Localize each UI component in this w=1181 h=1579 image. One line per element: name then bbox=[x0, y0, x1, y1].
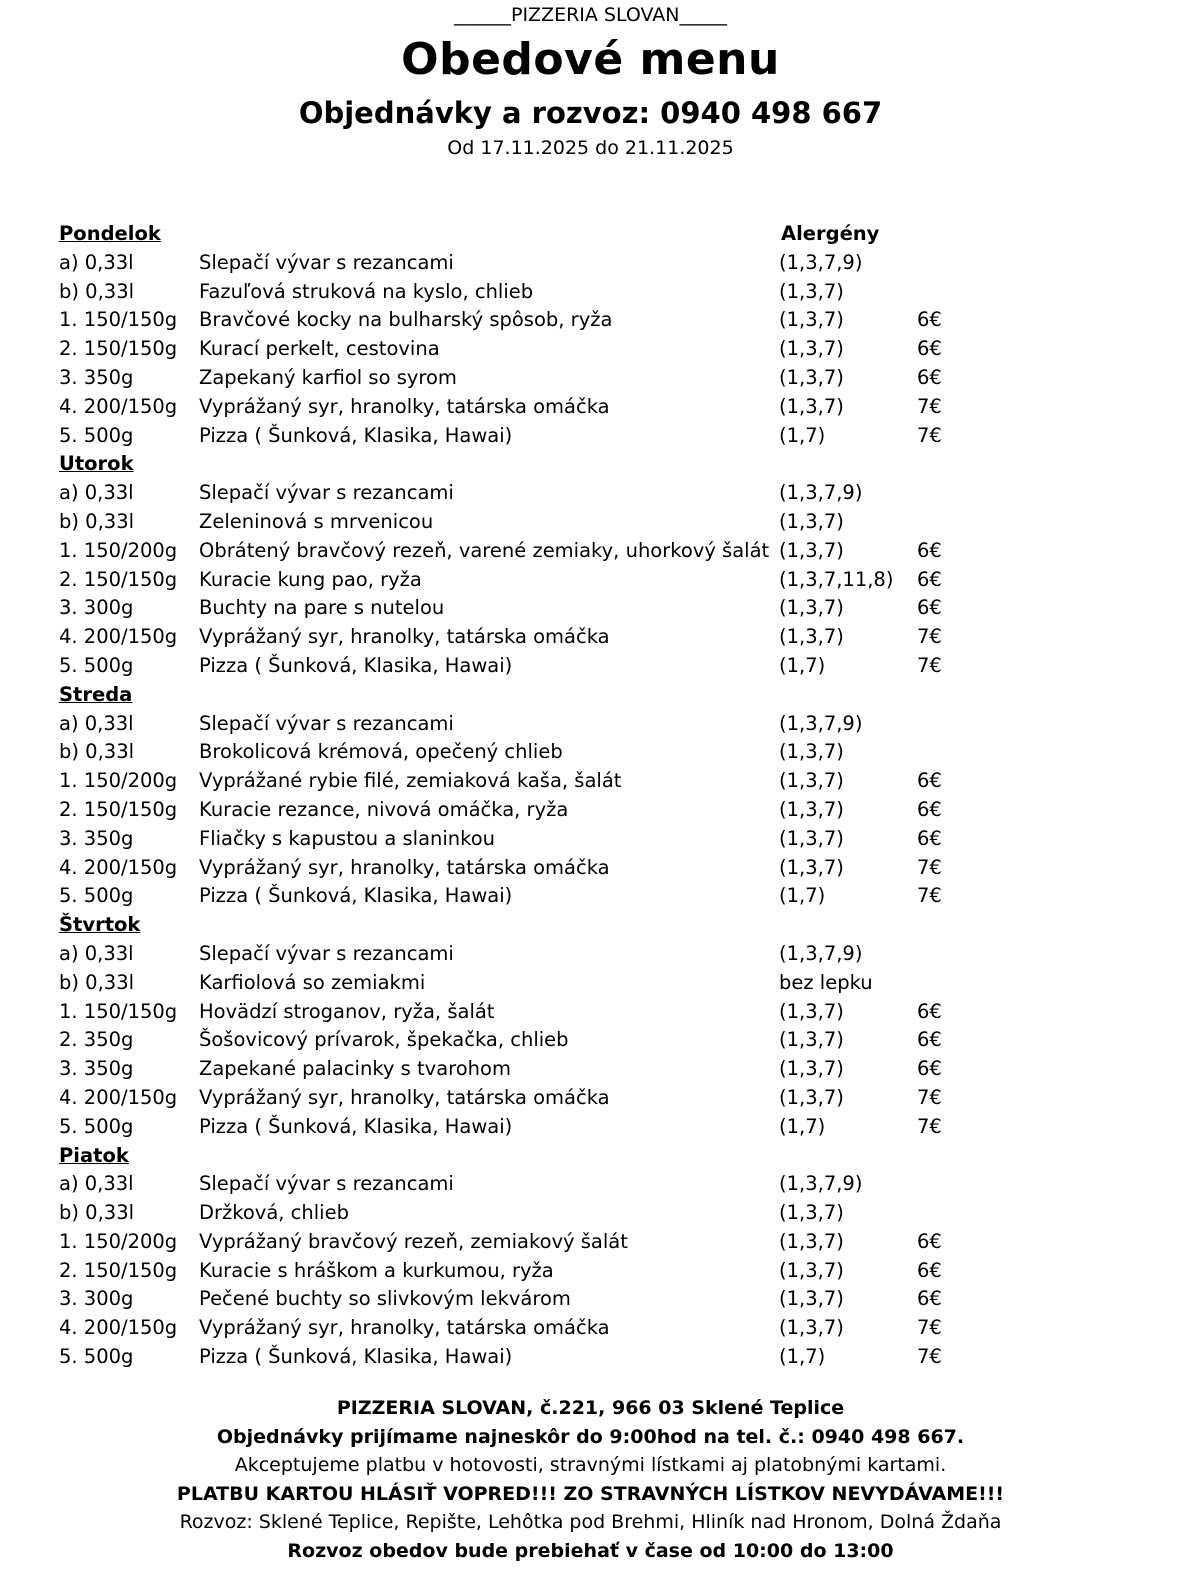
item-allergens: (1,3,7) bbox=[779, 1229, 844, 1253]
footer-payment: Akceptujeme platbu v hotovosti, stravnými lístkami aj platobnými kartami. bbox=[234, 1454, 947, 1476]
item-name: Pizza ( Šunková, Klasika, Hawai) bbox=[199, 1114, 513, 1138]
item-allergens: (1,3,7) bbox=[779, 1316, 844, 1340]
item-name: Pizza ( Šunková, Klasika, Hawai) bbox=[199, 1345, 513, 1369]
item-name: Kuracie rezance, nivová omáčka, ryža bbox=[199, 797, 569, 821]
weekly-menu bbox=[59, 220, 1139, 1372]
item-portion: a) 0,33l bbox=[59, 711, 134, 735]
item-portion: a) 0,33l bbox=[59, 941, 134, 965]
item-allergens: (1,3,7,11,8) bbox=[779, 567, 894, 591]
item-price: 6€ bbox=[917, 769, 942, 793]
item-name: Slepačí vývar s rezancami bbox=[199, 1172, 454, 1196]
menu-item bbox=[59, 1170, 1139, 1199]
item-allergens: (1,7) bbox=[779, 1345, 826, 1369]
item-name: Zapekané palacinky s tvarohom bbox=[199, 1057, 511, 1081]
menu-item bbox=[59, 1343, 1139, 1372]
item-portion: 5. 500g bbox=[59, 653, 134, 677]
item-portion: 2. 150/150g bbox=[59, 797, 178, 821]
item-price: 6€ bbox=[917, 308, 942, 332]
item-price: 7€ bbox=[917, 1085, 942, 1109]
day-name: Pondelok bbox=[59, 222, 161, 245]
allergens-column-header: Alergény bbox=[781, 222, 880, 245]
day-heading bbox=[59, 911, 1139, 940]
menu-footer bbox=[0, 1394, 1181, 1565]
item-price: 7€ bbox=[917, 855, 942, 879]
item-allergens: (1,3,7) bbox=[779, 855, 844, 879]
brand-line: ______PIZZERIA SLOVAN_____ bbox=[453, 4, 728, 26]
item-name: Slepačí vývar s rezancami bbox=[199, 941, 454, 965]
item-allergens: (1,3,7,9) bbox=[779, 1172, 863, 1196]
item-name: Vyprážané rybie filé, zemiaková kaša, šalát bbox=[199, 769, 622, 793]
item-allergens: (1,3,7) bbox=[779, 1085, 844, 1109]
menu-item bbox=[59, 537, 1139, 566]
day-name: Piatok bbox=[59, 1143, 129, 1167]
item-name: Slepačí vývar s rezancami bbox=[199, 481, 454, 505]
item-price: 6€ bbox=[917, 1229, 942, 1253]
item-portion: 4. 200/150g bbox=[59, 1316, 178, 1340]
item-portion: 1. 150/150g bbox=[59, 308, 178, 332]
item-name: Vyprážaný syr, hranolky, tatárska omáčka bbox=[199, 625, 610, 649]
item-portion: 3. 350g bbox=[59, 365, 134, 389]
item-name: Kurací perkelt, cestovina bbox=[199, 337, 440, 361]
day-heading bbox=[59, 220, 1139, 249]
item-name: Obrátený bravčový rezeň, varené zemiaky, uhorkový šalát bbox=[199, 538, 770, 562]
menu-item bbox=[59, 422, 1139, 451]
order-phone: Objednávky a rozvoz: 0940 498 667 bbox=[298, 96, 883, 130]
menu-item bbox=[59, 998, 1139, 1027]
menu-item bbox=[59, 479, 1139, 508]
item-allergens: (1,3,7) bbox=[779, 740, 844, 764]
item-price: 6€ bbox=[917, 826, 942, 850]
item-price: 6€ bbox=[917, 365, 942, 389]
menu-item bbox=[59, 1257, 1139, 1286]
item-price: 6€ bbox=[917, 1287, 942, 1311]
item-portion: b) 0,33l bbox=[59, 509, 135, 533]
item-allergens: (1,3,7) bbox=[779, 826, 844, 850]
item-name: Kuracie kung pao, ryža bbox=[199, 567, 422, 591]
item-portion: 2. 150/150g bbox=[59, 1258, 178, 1282]
item-portion: 3. 350g bbox=[59, 1057, 134, 1081]
item-price: 7€ bbox=[917, 1114, 942, 1138]
menu-item bbox=[59, 1199, 1139, 1228]
menu-item bbox=[59, 566, 1139, 595]
item-allergens: bez lepku bbox=[779, 970, 873, 994]
day-heading bbox=[59, 1142, 1139, 1171]
item-allergens: (1,3,7) bbox=[779, 1201, 844, 1225]
item-price: 6€ bbox=[917, 538, 942, 562]
menu-item bbox=[59, 249, 1139, 278]
day-heading bbox=[59, 681, 1139, 710]
item-portion: a) 0,33l bbox=[59, 481, 134, 505]
menu-item bbox=[59, 767, 1139, 796]
item-name: Vyprážaný bravčový rezeň, zemiakový šalát bbox=[199, 1229, 628, 1253]
item-name: Slepačí vývar s rezancami bbox=[199, 711, 454, 735]
item-name: Vyprážaný syr, hranolky, tatárska omáčka bbox=[199, 394, 610, 418]
item-portion: b) 0,33l bbox=[59, 279, 135, 303]
item-price: 7€ bbox=[917, 394, 942, 418]
item-allergens: (1,7) bbox=[779, 423, 826, 447]
item-name: Buchty na pare s nutelou bbox=[199, 596, 445, 620]
item-allergens: (1,7) bbox=[779, 653, 826, 677]
footer-card-notice: PLATBU KARTOU HLÁSIŤ VOPRED!!! ZO STRAVNÝCH LÍSTKOV NEVYDÁVAME!!! bbox=[176, 1482, 1005, 1505]
item-allergens: (1,3,7) bbox=[779, 797, 844, 821]
date-range: Od 17.11.2025 do 21.11.2025 bbox=[447, 137, 734, 159]
item-portion: 3. 300g bbox=[59, 596, 134, 620]
menu-item bbox=[59, 1026, 1139, 1055]
item-allergens: (1,3,7,9) bbox=[779, 481, 863, 505]
menu-item bbox=[59, 1228, 1139, 1257]
item-portion: b) 0,33l bbox=[59, 1201, 135, 1225]
item-name: Kuracie s hráškom a kurkumou, ryža bbox=[199, 1258, 554, 1282]
item-price: 7€ bbox=[917, 625, 942, 649]
day-name: Streda bbox=[59, 682, 133, 706]
item-name: Zeleninová s mrvenicou bbox=[199, 509, 434, 533]
item-name: Brokolicová krémová, opečený chlieb bbox=[199, 740, 563, 764]
item-allergens: (1,3,7) bbox=[779, 596, 844, 620]
item-portion: 1. 150/200g bbox=[59, 538, 178, 562]
item-portion: 4. 200/150g bbox=[59, 625, 178, 649]
item-portion: 5. 500g bbox=[59, 1114, 134, 1138]
menu-item bbox=[59, 393, 1139, 422]
item-allergens: (1,3,7) bbox=[779, 337, 844, 361]
item-price: 7€ bbox=[917, 1316, 942, 1340]
item-price: 6€ bbox=[917, 1028, 942, 1052]
footer-order-deadline: Objednávky prijímame najneskôr do 9:00hod na tel. č.: 0940 498 667. bbox=[216, 1425, 965, 1448]
item-name: Slepačí vývar s rezancami bbox=[199, 250, 454, 274]
item-allergens: (1,3,7) bbox=[779, 279, 844, 303]
menu-item bbox=[59, 623, 1139, 652]
menu-item bbox=[59, 335, 1139, 364]
menu-item bbox=[59, 1113, 1139, 1142]
item-allergens: (1,3,7) bbox=[779, 1028, 844, 1052]
item-portion: b) 0,33l bbox=[59, 970, 135, 994]
page-title: Obedové menu bbox=[401, 34, 780, 85]
item-name: Vyprážaný syr, hranolky, tatárska omáčka bbox=[199, 1085, 610, 1109]
item-portion: 4. 200/150g bbox=[59, 1085, 178, 1109]
item-portion: 2. 150/150g bbox=[59, 337, 178, 361]
menu-item bbox=[59, 710, 1139, 739]
menu-item bbox=[59, 1314, 1139, 1343]
item-allergens: (1,3,7) bbox=[779, 1057, 844, 1081]
item-allergens: (1,7) bbox=[779, 1114, 826, 1138]
item-portion: 1. 150/150g bbox=[59, 999, 178, 1023]
item-price: 6€ bbox=[917, 596, 942, 620]
menu-item bbox=[59, 1084, 1139, 1113]
menu-item bbox=[59, 825, 1139, 854]
item-price: 6€ bbox=[917, 999, 942, 1023]
item-price: 6€ bbox=[917, 567, 942, 591]
item-name: Pizza ( Šunková, Klasika, Hawai) bbox=[199, 884, 513, 908]
item-name: Karfiolová so zemiakmi bbox=[199, 970, 426, 994]
menu-item bbox=[59, 1285, 1139, 1314]
item-allergens: (1,3,7) bbox=[779, 1258, 844, 1282]
item-allergens: (1,3,7,9) bbox=[779, 250, 863, 274]
item-portion: 3. 350g bbox=[59, 826, 134, 850]
item-portion: b) 0,33l bbox=[59, 740, 135, 764]
day-name: Utorok bbox=[59, 452, 134, 476]
item-name: Vyprážaný syr, hranolky, tatárska omáčka bbox=[199, 1316, 610, 1340]
item-allergens: (1,7) bbox=[779, 884, 826, 908]
item-name: Šošovicový prívarok, špekačka, chlieb bbox=[199, 1028, 569, 1052]
item-name: Držková, chlieb bbox=[199, 1201, 349, 1225]
item-portion: 3. 300g bbox=[59, 1287, 134, 1311]
menu-item bbox=[59, 940, 1139, 969]
item-portion: 5. 500g bbox=[59, 423, 134, 447]
menu-item bbox=[59, 796, 1139, 825]
item-allergens: (1,3,7) bbox=[779, 769, 844, 793]
menu-item bbox=[59, 652, 1139, 681]
item-price: 7€ bbox=[917, 884, 942, 908]
day-name: Štvrtok bbox=[59, 913, 141, 937]
item-allergens: (1,3,7) bbox=[779, 538, 844, 562]
item-allergens: (1,3,7) bbox=[779, 509, 844, 533]
item-price: 6€ bbox=[917, 337, 942, 361]
item-allergens: (1,3,7) bbox=[779, 308, 844, 332]
item-name: Zapekaný karfiol so syrom bbox=[199, 365, 457, 389]
menu-item bbox=[59, 882, 1139, 911]
menu-item bbox=[59, 594, 1139, 623]
item-portion: 2. 350g bbox=[59, 1028, 134, 1052]
item-name: Pečené buchty so slivkovým lekvárom bbox=[199, 1287, 571, 1311]
item-name: Hovädzí stroganov, ryža, šalát bbox=[199, 999, 495, 1023]
item-name: Pizza ( Šunková, Klasika, Hawai) bbox=[199, 423, 513, 447]
item-name: Fazuľová struková na kyslo, chlieb bbox=[199, 279, 534, 303]
menu-item bbox=[59, 278, 1139, 307]
item-portion: a) 0,33l bbox=[59, 1172, 134, 1196]
item-allergens: (1,3,7) bbox=[779, 1287, 844, 1311]
footer-address: PIZZERIA SLOVAN, č.221, 966 03 Sklené Teplice bbox=[336, 1397, 845, 1419]
item-name: Fliačky s kapustou a slaninkou bbox=[199, 826, 496, 850]
item-allergens: (1,3,7) bbox=[779, 394, 844, 418]
item-portion: 5. 500g bbox=[59, 884, 134, 908]
item-portion: 1. 150/200g bbox=[59, 769, 178, 793]
item-portion: 2. 150/150g bbox=[59, 567, 178, 591]
menu-item bbox=[59, 364, 1139, 393]
item-price: 7€ bbox=[917, 423, 942, 447]
item-allergens: (1,3,7) bbox=[779, 999, 844, 1023]
menu-item bbox=[59, 508, 1139, 537]
item-portion: 4. 200/150g bbox=[59, 394, 178, 418]
item-price: 7€ bbox=[917, 1345, 942, 1369]
item-allergens: (1,3,7) bbox=[779, 625, 844, 649]
item-allergens: (1,3,7,9) bbox=[779, 711, 863, 735]
item-price: 6€ bbox=[917, 1057, 942, 1081]
menu-item bbox=[59, 306, 1139, 335]
item-portion: 5. 500g bbox=[59, 1345, 134, 1369]
item-price: 7€ bbox=[917, 653, 942, 677]
item-allergens: (1,3,7,9) bbox=[779, 941, 863, 965]
menu-item bbox=[59, 1055, 1139, 1084]
item-name: Vyprážaný syr, hranolky, tatárska omáčka bbox=[199, 855, 610, 879]
footer-delivery-time: Rozvoz obedov bude prebiehať v čase od 10:00 do 13:00 bbox=[287, 1539, 894, 1562]
item-portion: 1. 150/200g bbox=[59, 1229, 178, 1253]
menu-item bbox=[59, 738, 1139, 767]
item-price: 6€ bbox=[917, 797, 942, 821]
menu-item bbox=[59, 854, 1139, 883]
footer-delivery-area: Rozvoz: Sklené Teplice, Repište, Lehôtka pod Brehmi, Hliník nad Hronom, Dolná Ždaňa bbox=[179, 1511, 1002, 1533]
item-portion: a) 0,33l bbox=[59, 250, 134, 274]
item-allergens: (1,3,7) bbox=[779, 365, 844, 389]
item-name: Bravčové kocky na bulharský spôsob, ryža bbox=[199, 308, 613, 332]
item-name: Pizza ( Šunková, Klasika, Hawai) bbox=[199, 653, 513, 677]
day-heading bbox=[59, 450, 1139, 479]
item-portion: 4. 200/150g bbox=[59, 855, 178, 879]
menu-item bbox=[59, 969, 1139, 998]
item-price: 6€ bbox=[917, 1258, 942, 1282]
